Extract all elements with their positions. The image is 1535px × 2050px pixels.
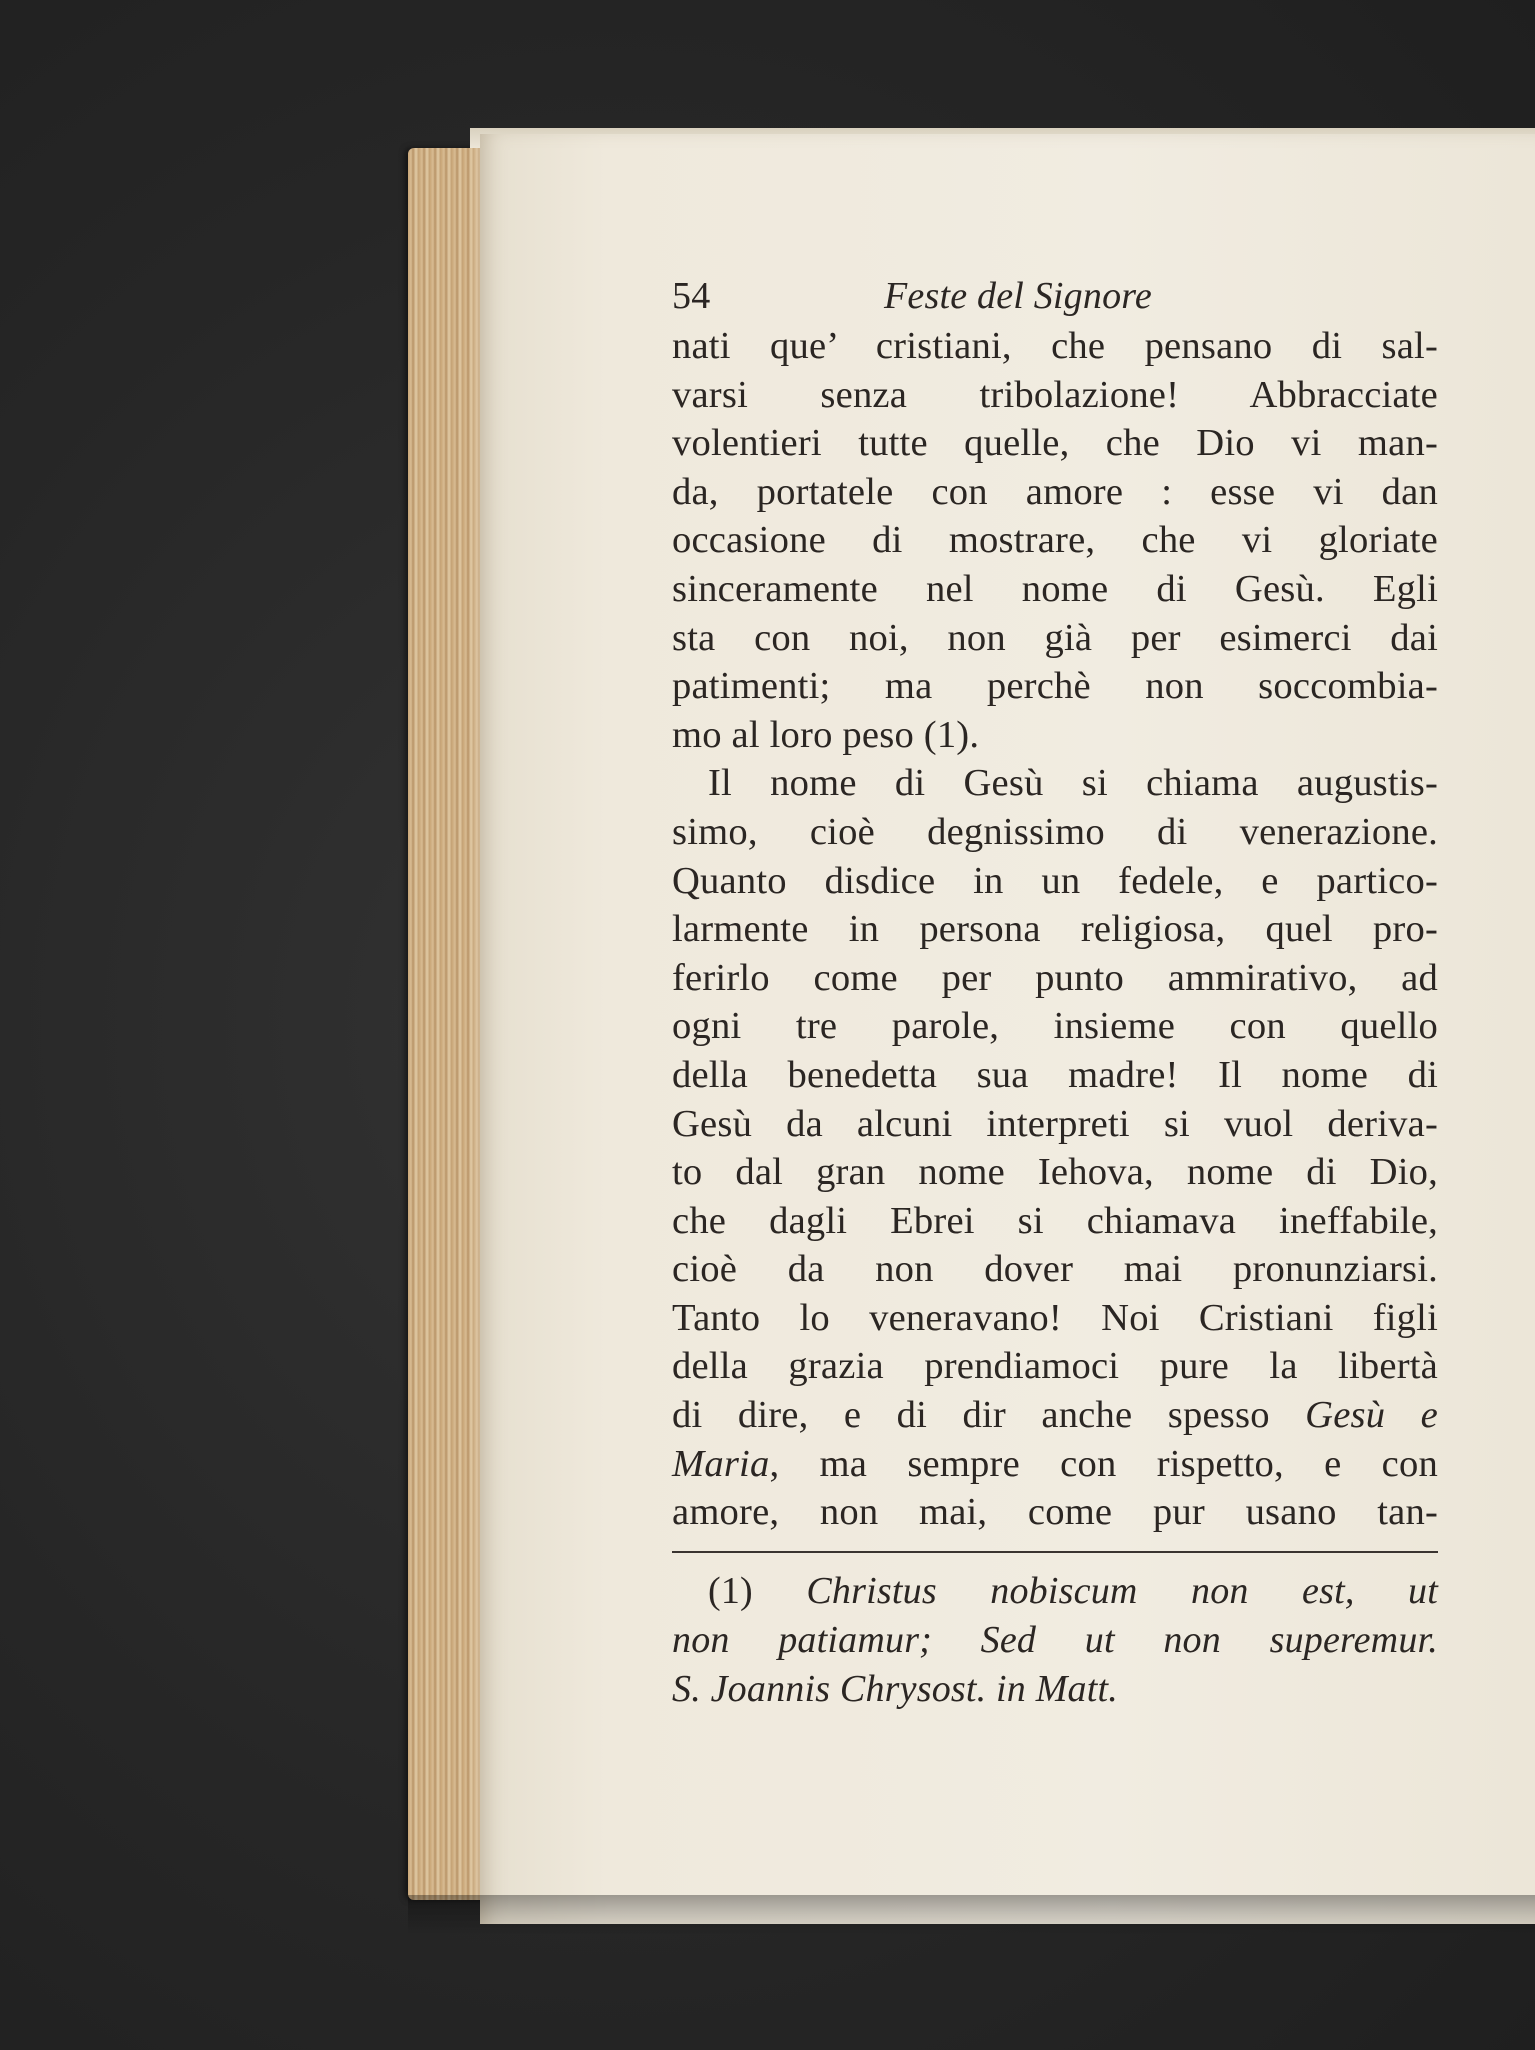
body-line: mo al loro peso (1).	[672, 713, 980, 756]
body-line: ogni tre parole, insieme con quello	[672, 1005, 1438, 1048]
body-line: Gesù da alcuni interpreti si vuol deriva-	[672, 1102, 1438, 1145]
footnote-line: non patiamur; Sed ut non superemur.	[672, 1618, 1438, 1661]
body-line: da, portatele con amore : esse vi dan	[672, 470, 1438, 513]
footnote-marker: (1)	[708, 1569, 753, 1612]
body-line: della benedetta sua madre! Il nome di	[672, 1053, 1438, 1096]
body-line: volentieri tutte quelle, che Dio vi man-	[672, 422, 1438, 465]
body-line: to dal gran nome Iehova, nome di Dio,	[672, 1151, 1438, 1194]
running-title: Feste del Signore	[884, 275, 1152, 317]
body-line-text: , ma sempre con rispetto, e con	[769, 1442, 1438, 1485]
page-number: 54	[672, 275, 711, 317]
body-line-mixed	[672, 1391, 1438, 1440]
body-line: ferirlo come per punto ammirativo, ad	[672, 956, 1438, 999]
body-line: Tanto lo veneravano! Noi Cristiani figli	[672, 1296, 1438, 1339]
body-line: sinceramente nel nome di Gesù. Egli	[672, 567, 1438, 610]
body-line: amore, non mai, come pur usano tan-	[672, 1491, 1438, 1534]
body-line: varsi senza tribolazione! Abbracciate	[672, 373, 1438, 416]
body-line: cioè da non dover mai pronunziarsi.	[672, 1248, 1438, 1291]
footnote	[672, 1567, 1438, 1714]
body-line: Quanto disdice in un fedele, e partico-	[672, 859, 1438, 902]
body-line: occasione di mostrare, che vi gloriate	[672, 519, 1438, 562]
body-line: della grazia prendiamoci pure la libertà	[672, 1345, 1438, 1388]
footnote-rule	[672, 1551, 1438, 1553]
body-line: Il nome di Gesù si chiama augustis-	[708, 762, 1438, 805]
body-line: sta con noi, non già per esimerci dai	[672, 616, 1438, 659]
footnote-line: S. Joannis Chrysost. in Matt.	[672, 1667, 1118, 1710]
running-head	[672, 272, 1438, 322]
body-line: nati que’ cristiani, che pensano di sal-	[672, 325, 1438, 367]
italic-phrase: Maria	[672, 1442, 770, 1485]
body-line-mixed	[672, 1440, 1438, 1489]
body-line: simo, cioè degnissimo di venerazione.	[672, 810, 1438, 853]
footnote-text: Christus nobiscum non est, ut	[806, 1569, 1438, 1612]
body-line: patimenti; ma perchè non soccombia-	[672, 665, 1438, 708]
text-block	[672, 272, 1438, 1714]
italic-phrase: Gesù e	[1305, 1394, 1438, 1437]
page-shadow	[408, 1895, 1535, 1935]
body-line-text: di dire, e di dir anche spesso	[672, 1394, 1270, 1437]
footnote-line	[672, 1567, 1438, 1616]
body-line: che dagli Ebrei si chiamava ineffabile,	[672, 1199, 1438, 1242]
body-line: larmente in persona religiosa, quel pro-	[672, 908, 1438, 951]
